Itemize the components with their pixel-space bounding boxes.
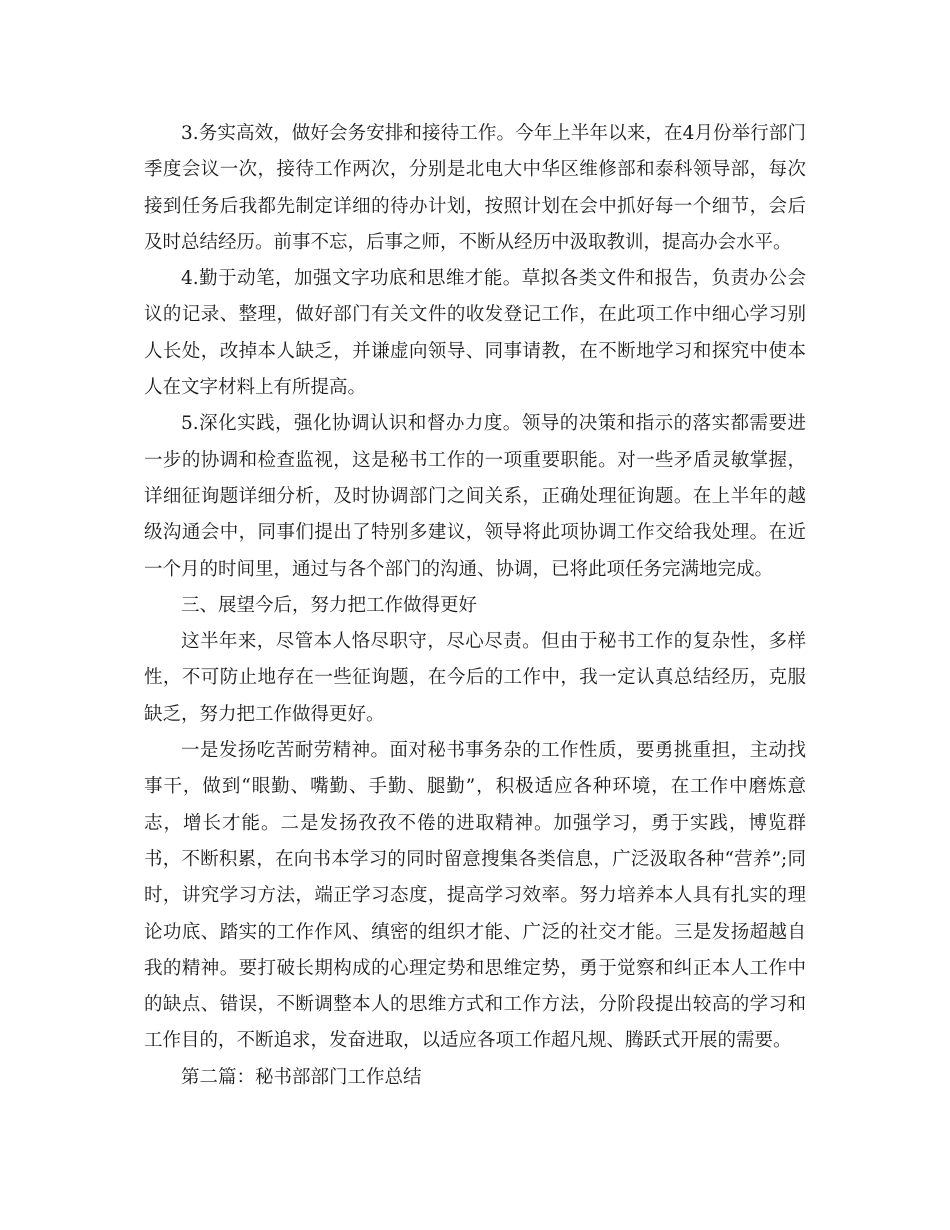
paragraph-spirit-goals: 一是发扬吃苦耐劳精神。面对秘书事务杂的工作性质，要勇挑重担，主动找事干，做到“眼勤、嘴勤、手勤、腿勤”，积极适应各种环境，在工作中磨炼意志，增长才能。二是发扬孜孜不倦的进取精神。加强学习，勇于实践，博览群书，不断积累，在向书本学习的同时留意搜集各类信息，广泛汲取各种“营养”;同时，讲究学习方法，端正学习态度，提高学习效率。努力培养本人具有扎实的理论功底、踏实的工作作风、缜密的组织才能、广泛的社交才能。三是发扬超越自我的精神。要打破长期构成的心理定势和思维定势，勇于觉察和纠正本人工作中的缺点、错误，不断调整本人的思维方式和工作方法，分阶段提出较高的学习和工作目的，不断追求，发奋进取，以适应各项工作超凡规、腾跃式开展的需要。: [144, 740, 806, 1052]
paragraph-item-3-meetings: 3.务实高效，做好会务安排和接待工作。今年上半年以来，在4月份举行部门季度会议一次，接待工作两次，分别是北电大中华区维修部和泰科领导部，每次接到任务后我都先制定详细的待办计划，按照计划在会中抓好每一个细节，会后及时总结经历。前事不忘，后事之师，不断从经历中汲取教训，提高办会水平。: [144, 123, 806, 253]
section-heading-part-two: 第二篇：秘书部部门工作总结: [181, 1066, 422, 1088]
paragraph-half-year-review: 这半年来，尽管本人恪尽职守，尽心尽责。但由于秘书工作的复杂性，多样性，不可防止地存在一些征询题，在今后的工作中，我一定认真总结经历，克服缺乏，努力把工作做得更好。: [144, 631, 806, 725]
paragraph-item-4-writing: 4.勤于动笔，加强文字功底和思维才能。草拟各类文件和报告，负责办公会议的记录、整理，做好部门有关文件的收发登记工作，在此项工作中细心学习别人长处，改掉本人缺乏，并谦虚向领导、同事请教，在不断地学习和探究中使本人在文字材料上有所提高。: [144, 268, 806, 399]
paragraph-item-5-coordination: 5.深化实践，强化协调认识和督办力度。领导的决策和指示的落实都需要进一步的协调和检查监视，这是秘书工作的一项重要职能。对一些矛盾灵敏掌握，详细征询题详细分析，及时协调部门之间关系，正确处理征询题。在上半年的越级沟通会中，同事们提出了特别多建议，领导将此项协调工作交给我处理。在近一个月的时间里，通过与各个部门的沟通、协调，已将此项任务完满地完成。: [144, 413, 806, 580]
document-body: [144, 116, 806, 1096]
section-heading-outlook: 三、展望今后，努力把工作做得更好: [181, 594, 478, 616]
